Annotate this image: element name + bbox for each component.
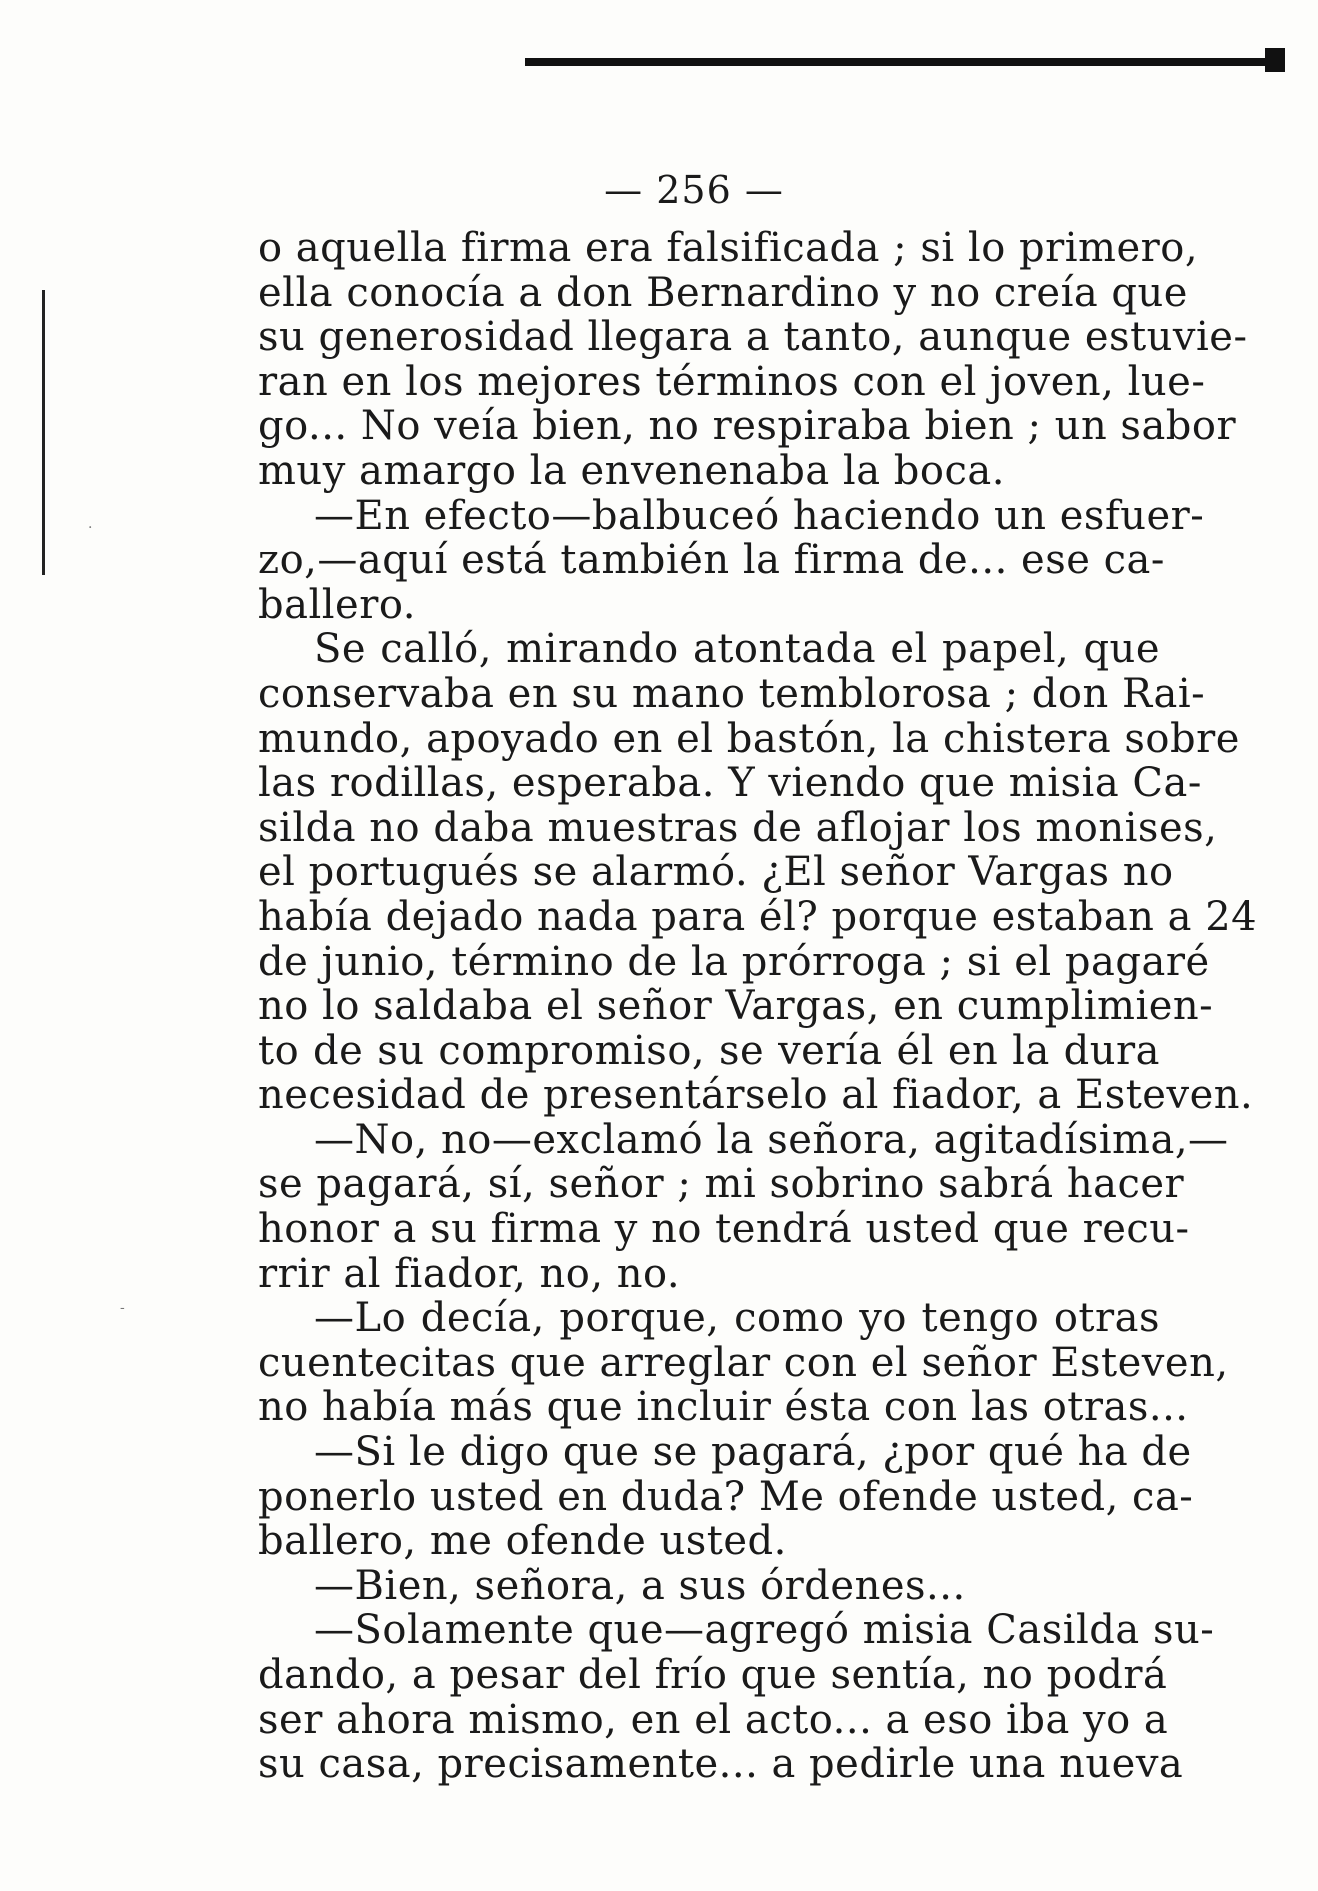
margin-speck: -: [120, 1300, 125, 1316]
text-line: dando, a pesar del frío que sentía, no podrá: [258, 1652, 1168, 1698]
text-line: no lo saldaba el señor Vargas, en cumplimien-: [258, 983, 1214, 1030]
text-line: no había más que incluir ésta con las otras...: [258, 1384, 1189, 1431]
text-line: silda no daba muestras de aflojar los monises,: [258, 804, 1218, 851]
text-line: se pagará, sí, señor ; mi sobrino sabrá hacer: [258, 1161, 1185, 1208]
text-line: cuentecitas que arreglar con el señor Esteven,: [258, 1339, 1229, 1386]
text-line: to de su compromiso, se vería él en la dura: [258, 1027, 1160, 1074]
margin-speck: ·: [88, 520, 93, 536]
text-line: o aquella firma era falsificada ; si lo primero,: [258, 225, 1199, 271]
text-line: ponerlo usted en duda? Me ofende usted, ca-: [258, 1473, 1194, 1520]
text-line: conservaba en su mano temblorosa ; don Rai-: [258, 670, 1206, 717]
text-line: ser ahora mismo, en el acto... a eso iba yo a: [258, 1696, 1169, 1743]
text-line: las rodillas, esperaba. Y viendo que misia Ca-: [258, 760, 1202, 807]
text-line: ella conocía a don Bernardino y no creía que: [258, 269, 1188, 316]
margin-line: [42, 290, 45, 575]
page-number: — 256 —: [604, 168, 784, 212]
text-line: —Bien, señora, a sus órdenes...: [314, 1562, 966, 1609]
text-line: —En efecto—balbuceó haciendo un esfuer-: [314, 492, 1205, 539]
text-line: go... No veía bien, no respiraba bien ; un sabor: [258, 403, 1237, 450]
text-line: —No, no—exclamó la señora, agitadísima,—: [314, 1116, 1229, 1163]
text-line: honor a su firma y no tendrá usted que recu-: [258, 1206, 1190, 1253]
top-rule: [525, 58, 1285, 66]
text-line: su generosidad llegara a tanto, aunque estuvie-: [258, 314, 1248, 361]
text-line: de junio, término de la prórroga ; si el pagaré: [258, 938, 1210, 985]
body-text: [258, 225, 1258, 1788]
text-line: ran en los mejores términos con el joven, lue-: [258, 358, 1206, 405]
text-line: el portugués se alarmó. ¿El señor Vargas no: [258, 849, 1174, 896]
text-line: —Lo decía, porque, como yo tengo otras: [314, 1295, 1160, 1342]
text-line: ballero, me ofende usted.: [258, 1518, 787, 1565]
text-line: —Si le digo que se pagará, ¿por qué ha de: [314, 1429, 1192, 1476]
text-line: había dejado nada para él? porque estaban a 24: [258, 893, 1258, 940]
text-line: ballero.: [258, 581, 416, 628]
text-line: —Solamente que—agregó misia Casilda su-: [314, 1607, 1215, 1654]
text-line: Se calló, mirando atontada el papel, que: [314, 626, 1160, 673]
text-line: mundo, apoyado en el bastón, la chistera sobre: [258, 715, 1240, 762]
text-line: muy amargo la envenenaba la boca.: [258, 447, 1005, 494]
text-line: necesidad de presentárselo al fiador, a Esteven.: [258, 1072, 1254, 1119]
text-line: zo,—aquí está también la firma de... ese ca-: [258, 537, 1165, 584]
text-line: rrir al fiador, no, no.: [258, 1250, 681, 1297]
text-line: su casa, precisamente... a pedirle una nueva: [258, 1741, 1184, 1788]
